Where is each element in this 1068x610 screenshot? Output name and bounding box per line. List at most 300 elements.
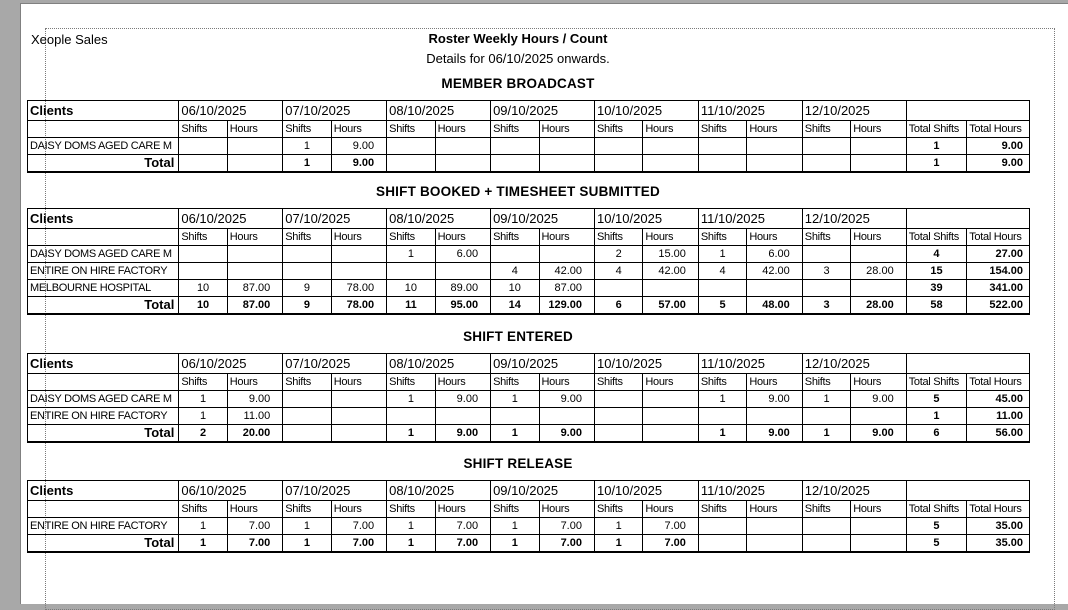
- shifts-cell: [491, 408, 539, 425]
- shifts-header: Shifts: [179, 229, 227, 246]
- total-hours-cell: 57.00: [643, 297, 698, 315]
- total-shifts-cell: 10: [179, 297, 227, 315]
- date-header: 07/10/2025: [283, 101, 331, 121]
- shifts-cell: 1: [802, 391, 850, 408]
- total-hours-cell: 7.00: [331, 535, 386, 553]
- client-name: ENTIRE ON HIRE FACTORY: [28, 263, 179, 280]
- hours-cell: [643, 138, 698, 155]
- section-title: MEMBER BROADCAST: [441, 76, 595, 91]
- shifts-header: Shifts: [387, 501, 435, 518]
- total-hours-cell: 9.00: [331, 155, 386, 173]
- row-total-hours: 35.00: [967, 518, 1030, 535]
- total-label: Total: [28, 425, 179, 443]
- client-name: ENTIRE ON HIRE FACTORY: [28, 518, 179, 535]
- shifts-header: Shifts: [802, 121, 850, 138]
- shifts-header: Shifts: [387, 229, 435, 246]
- hours-header: Hours: [435, 501, 490, 518]
- total-row: [28, 297, 1030, 315]
- shifts-cell: [283, 263, 331, 280]
- total-hours-cell: 9.00: [747, 425, 802, 443]
- date-header: 10/10/2025: [594, 354, 642, 374]
- date-header: 12/10/2025: [802, 101, 850, 121]
- hours-cell: [435, 138, 490, 155]
- totals-header-blank: [906, 209, 967, 229]
- hours-cell: 7.00: [643, 518, 698, 535]
- total-shifts-cell: 11: [387, 297, 435, 315]
- shifts-cell: [802, 246, 850, 263]
- total-hours-cell: 48.00: [747, 297, 802, 315]
- shifts-cell: 1: [179, 391, 227, 408]
- hours-cell: 89.00: [435, 280, 490, 297]
- shifts-header: Shifts: [491, 229, 539, 246]
- report-title: Roster Weekly Hours / Count: [428, 31, 608, 46]
- hours-cell: [227, 246, 282, 263]
- hours-header: Hours: [851, 374, 906, 391]
- section-title: SHIFT RELEASE: [463, 456, 573, 471]
- totals-header-blank: [906, 101, 967, 121]
- hours-header: Hours: [851, 121, 906, 138]
- hours-header: Hours: [747, 374, 802, 391]
- date-header: 06/10/2025: [179, 101, 227, 121]
- header-row-units: [28, 121, 1030, 138]
- header-row-dates: [28, 101, 1030, 121]
- total-shifts-cell: 2: [179, 425, 227, 443]
- total-row: [28, 425, 1030, 443]
- total-shifts-header: Total Shifts: [906, 374, 967, 391]
- total-shifts-cell: 1: [491, 425, 539, 443]
- total-hours-cell: [851, 155, 906, 173]
- shifts-header: Shifts: [802, 374, 850, 391]
- hours-cell: [539, 246, 594, 263]
- hours-cell: 42.00: [539, 263, 594, 280]
- total-hours-cell: [643, 155, 698, 173]
- hours-cell: [851, 138, 906, 155]
- hours-cell: [747, 280, 802, 297]
- total-hours-cell: 129.00: [539, 297, 594, 315]
- hours-header: Hours: [643, 121, 698, 138]
- shifts-cell: [179, 246, 227, 263]
- shifts-cell: 1: [387, 518, 435, 535]
- hours-header: Hours: [331, 374, 386, 391]
- shifts-header: Shifts: [698, 501, 746, 518]
- total-hours-cell: [747, 155, 802, 173]
- total-shifts-cell: 6: [594, 297, 642, 315]
- hours-header: Hours: [227, 374, 282, 391]
- shifts-header: Shifts: [283, 374, 331, 391]
- header-row-dates: [28, 354, 1030, 374]
- date-header: 08/10/2025: [387, 481, 435, 501]
- shifts-cell: [594, 408, 642, 425]
- total-hours-cell: [435, 155, 490, 173]
- date-header: 09/10/2025: [491, 101, 539, 121]
- blank-cell: [28, 501, 179, 518]
- grand-total-hours: 9.00: [967, 155, 1030, 173]
- totals-header-blank: [906, 354, 967, 374]
- hours-cell: 9.00: [227, 391, 282, 408]
- shifts-header: Shifts: [594, 374, 642, 391]
- shifts-header: Shifts: [491, 374, 539, 391]
- hours-header: Hours: [539, 229, 594, 246]
- shifts-cell: 10: [491, 280, 539, 297]
- table-row: [28, 246, 1030, 263]
- total-hours-header: Total Hours: [967, 374, 1030, 391]
- shifts-cell: 1: [698, 246, 746, 263]
- total-shifts-cell: 1: [698, 425, 746, 443]
- client-name: DAISY DOMS AGED CARE M: [28, 138, 179, 155]
- header-row-dates: [28, 481, 1030, 501]
- hours-header: Hours: [227, 501, 282, 518]
- total-hours-header: Total Hours: [967, 121, 1030, 138]
- shifts-cell: [387, 138, 435, 155]
- hours-header: Hours: [331, 121, 386, 138]
- hours-cell: [227, 138, 282, 155]
- shifts-cell: [283, 408, 331, 425]
- hours-cell: 87.00: [539, 280, 594, 297]
- shifts-cell: [698, 280, 746, 297]
- shifts-cell: [698, 518, 746, 535]
- shifts-header: Shifts: [698, 374, 746, 391]
- shifts-cell: [594, 138, 642, 155]
- table-row: [28, 263, 1030, 280]
- shifts-cell: [594, 391, 642, 408]
- row-total-hours: 9.00: [967, 138, 1030, 155]
- date-header: 08/10/2025: [387, 101, 435, 121]
- hours-cell: [435, 263, 490, 280]
- blank-cell: [28, 229, 179, 246]
- shifts-cell: 1: [698, 391, 746, 408]
- row-total-hours: 45.00: [967, 391, 1030, 408]
- date-header: 12/10/2025: [802, 354, 850, 374]
- hours-header: Hours: [435, 121, 490, 138]
- total-hours-cell: [643, 425, 698, 443]
- hours-cell: 9.00: [331, 138, 386, 155]
- hours-cell: [539, 138, 594, 155]
- total-hours-header: Total Hours: [967, 501, 1030, 518]
- hours-header: Hours: [227, 229, 282, 246]
- shifts-cell: 9: [283, 280, 331, 297]
- hours-cell: 6.00: [747, 246, 802, 263]
- hours-cell: [851, 518, 906, 535]
- hours-header: Hours: [539, 121, 594, 138]
- total-shifts-cell: [283, 425, 331, 443]
- total-hours-cell: [851, 535, 906, 553]
- date-header: 09/10/2025: [491, 354, 539, 374]
- shifts-cell: 1: [594, 518, 642, 535]
- date-header: 07/10/2025: [283, 481, 331, 501]
- shifts-cell: [594, 280, 642, 297]
- grand-total-hours: 56.00: [967, 425, 1030, 443]
- row-total-hours: 154.00: [967, 263, 1030, 280]
- total-shifts-cell: [698, 535, 746, 553]
- total-shifts-cell: 1: [491, 535, 539, 553]
- date-header: 10/10/2025: [594, 101, 642, 121]
- hours-cell: [643, 408, 698, 425]
- shifts-cell: [802, 518, 850, 535]
- shifts-cell: 1: [387, 246, 435, 263]
- table-row: [28, 280, 1030, 297]
- shifts-cell: 1: [491, 518, 539, 535]
- total-shifts-cell: 1: [594, 535, 642, 553]
- total-hours-cell: 9.00: [539, 425, 594, 443]
- roster-table: [27, 480, 1030, 553]
- header-row-dates: [28, 209, 1030, 229]
- hours-header: Hours: [747, 229, 802, 246]
- client-name: DAISY DOMS AGED CARE M: [28, 246, 179, 263]
- shifts-cell: [698, 138, 746, 155]
- shifts-cell: [283, 391, 331, 408]
- row-total-shifts: 1: [906, 408, 967, 425]
- date-header: 09/10/2025: [491, 209, 539, 229]
- hours-cell: 9.00: [747, 391, 802, 408]
- total-shifts-cell: 1: [802, 425, 850, 443]
- total-hours-cell: 20.00: [227, 425, 282, 443]
- hours-header: Hours: [539, 501, 594, 518]
- total-shifts-header: Total Shifts: [906, 121, 967, 138]
- shifts-header: Shifts: [387, 374, 435, 391]
- total-hours-cell: 9.00: [435, 425, 490, 443]
- total-hours-cell: 87.00: [227, 297, 282, 315]
- total-hours-cell: [331, 425, 386, 443]
- shifts-cell: 10: [179, 280, 227, 297]
- report-subtitle: Details for 06/10/2025 onwards.: [426, 51, 610, 66]
- shifts-cell: 10: [387, 280, 435, 297]
- row-total-shifts: 1: [906, 138, 967, 155]
- date-header: 07/10/2025: [283, 354, 331, 374]
- total-hours-cell: 7.00: [227, 535, 282, 553]
- hours-header: Hours: [643, 501, 698, 518]
- hours-header: Hours: [539, 374, 594, 391]
- hours-cell: 9.00: [851, 391, 906, 408]
- shifts-cell: [283, 246, 331, 263]
- shifts-header: Shifts: [179, 374, 227, 391]
- shifts-cell: 4: [491, 263, 539, 280]
- total-shifts-cell: 14: [491, 297, 539, 315]
- shifts-header: Shifts: [283, 121, 331, 138]
- shifts-header: Shifts: [594, 501, 642, 518]
- date-header: 12/10/2025: [802, 481, 850, 501]
- hours-header: Hours: [747, 501, 802, 518]
- totals-header-blank: [967, 209, 1030, 229]
- shifts-cell: [802, 408, 850, 425]
- hours-cell: [851, 246, 906, 263]
- shifts-cell: [179, 263, 227, 280]
- hours-header: Hours: [643, 229, 698, 246]
- hours-cell: 7.00: [539, 518, 594, 535]
- date-header: 08/10/2025: [387, 209, 435, 229]
- total-shifts-cell: [387, 155, 435, 173]
- date-header: 08/10/2025: [387, 354, 435, 374]
- totals-header-blank: [906, 481, 967, 501]
- hours-cell: 15.00: [643, 246, 698, 263]
- shifts-cell: 3: [802, 263, 850, 280]
- hours-header: Hours: [435, 229, 490, 246]
- shifts-header: Shifts: [802, 501, 850, 518]
- hours-cell: [747, 518, 802, 535]
- shifts-cell: 2: [594, 246, 642, 263]
- total-hours-cell: 7.00: [435, 535, 490, 553]
- client-name: MELBOURNE HOSPITAL: [28, 280, 179, 297]
- row-total-shifts: 5: [906, 518, 967, 535]
- hours-cell: [539, 408, 594, 425]
- hours-cell: 78.00: [331, 280, 386, 297]
- total-label: Total: [28, 155, 179, 173]
- shifts-cell: [491, 246, 539, 263]
- row-total-hours: 11.00: [967, 408, 1030, 425]
- date-header: 11/10/2025: [698, 354, 746, 374]
- clients-header: Clients: [28, 481, 179, 501]
- date-header: 07/10/2025: [283, 209, 331, 229]
- total-hours-cell: [227, 155, 282, 173]
- date-header: 06/10/2025: [179, 354, 227, 374]
- table-row: [28, 518, 1030, 535]
- shifts-header: Shifts: [283, 229, 331, 246]
- clients-header: Clients: [28, 354, 179, 374]
- company-name: Xeople Sales: [31, 32, 108, 47]
- blank-cell: [28, 374, 179, 391]
- hours-cell: [227, 263, 282, 280]
- hours-cell: [331, 246, 386, 263]
- hours-header: Hours: [227, 121, 282, 138]
- hours-cell: 6.00: [435, 246, 490, 263]
- header-row-units: [28, 229, 1030, 246]
- total-shifts-header: Total Shifts: [906, 229, 967, 246]
- hours-cell: [435, 408, 490, 425]
- total-hours-cell: 9.00: [851, 425, 906, 443]
- hours-header: Hours: [851, 501, 906, 518]
- shifts-header: Shifts: [698, 121, 746, 138]
- hours-cell: [643, 280, 698, 297]
- date-header: 11/10/2025: [698, 481, 746, 501]
- hours-cell: 11.00: [227, 408, 282, 425]
- shifts-header: Shifts: [491, 501, 539, 518]
- hours-cell: [851, 280, 906, 297]
- hours-cell: 87.00: [227, 280, 282, 297]
- total-shifts-cell: 1: [387, 425, 435, 443]
- total-label: Total: [28, 535, 179, 553]
- total-shifts-cell: [491, 155, 539, 173]
- row-total-hours: 341.00: [967, 280, 1030, 297]
- hours-cell: 7.00: [331, 518, 386, 535]
- hours-cell: 28.00: [851, 263, 906, 280]
- date-header: 06/10/2025: [179, 481, 227, 501]
- row-total-shifts: 15: [906, 263, 967, 280]
- total-shifts-cell: [698, 155, 746, 173]
- hours-cell: [851, 408, 906, 425]
- shifts-header: Shifts: [594, 229, 642, 246]
- hours-cell: [331, 408, 386, 425]
- total-shifts-cell: [179, 155, 227, 173]
- total-shifts-cell: 5: [698, 297, 746, 315]
- shifts-header: Shifts: [179, 121, 227, 138]
- shifts-cell: [802, 280, 850, 297]
- shifts-cell: 1: [179, 518, 227, 535]
- row-total-shifts: 4: [906, 246, 967, 263]
- hours-cell: 9.00: [539, 391, 594, 408]
- hours-cell: [331, 391, 386, 408]
- total-shifts-cell: 9: [283, 297, 331, 315]
- total-label: Total: [28, 297, 179, 315]
- hours-cell: [643, 391, 698, 408]
- total-hours-cell: 7.00: [539, 535, 594, 553]
- total-row: [28, 535, 1030, 553]
- total-shifts-cell: 1: [179, 535, 227, 553]
- date-header: 11/10/2025: [698, 101, 746, 121]
- shifts-cell: 1: [179, 408, 227, 425]
- shifts-cell: 4: [594, 263, 642, 280]
- table-row: [28, 138, 1030, 155]
- shifts-header: Shifts: [283, 501, 331, 518]
- total-shifts-cell: 1: [283, 155, 331, 173]
- hours-header: Hours: [643, 374, 698, 391]
- section-title: SHIFT BOOKED + TIMESHEET SUBMITTED: [376, 184, 660, 199]
- hours-header: Hours: [435, 374, 490, 391]
- row-total-hours: 27.00: [967, 246, 1030, 263]
- total-shifts-cell: 1: [283, 535, 331, 553]
- grand-total-hours: 522.00: [967, 297, 1030, 315]
- total-hours-cell: 78.00: [331, 297, 386, 315]
- hours-cell: 42.00: [643, 263, 698, 280]
- clients-header: Clients: [28, 209, 179, 229]
- total-hours-cell: 7.00: [643, 535, 698, 553]
- shifts-header: Shifts: [594, 121, 642, 138]
- total-hours-cell: 28.00: [851, 297, 906, 315]
- hours-header: Hours: [747, 121, 802, 138]
- date-header: 11/10/2025: [698, 209, 746, 229]
- grand-total-hours: 35.00: [967, 535, 1030, 553]
- shifts-header: Shifts: [802, 229, 850, 246]
- total-shifts-cell: 1: [387, 535, 435, 553]
- total-row: [28, 155, 1030, 173]
- header-row-units: [28, 501, 1030, 518]
- date-header: 10/10/2025: [594, 209, 642, 229]
- date-header: 09/10/2025: [491, 481, 539, 501]
- hours-cell: 42.00: [747, 263, 802, 280]
- roster-table: [27, 353, 1030, 443]
- shifts-cell: [698, 408, 746, 425]
- shifts-cell: 1: [283, 518, 331, 535]
- roster-table: [27, 100, 1030, 173]
- client-name: DAISY DOMS AGED CARE M: [28, 391, 179, 408]
- grand-total-shifts: 1: [906, 155, 967, 173]
- date-header: 12/10/2025: [802, 209, 850, 229]
- hours-cell: [747, 408, 802, 425]
- shifts-cell: [387, 263, 435, 280]
- total-shifts-header: Total Shifts: [906, 501, 967, 518]
- shifts-header: Shifts: [698, 229, 746, 246]
- section-title: SHIFT ENTERED: [463, 329, 573, 344]
- blank-cell: [28, 121, 179, 138]
- hours-cell: [747, 138, 802, 155]
- hours-cell: 7.00: [435, 518, 490, 535]
- shifts-header: Shifts: [387, 121, 435, 138]
- header-row-units: [28, 374, 1030, 391]
- grand-total-shifts: 5: [906, 535, 967, 553]
- hours-cell: 7.00: [227, 518, 282, 535]
- totals-header-blank: [967, 354, 1030, 374]
- date-header: 06/10/2025: [179, 209, 227, 229]
- table-row: [28, 408, 1030, 425]
- shifts-cell: 1: [283, 138, 331, 155]
- hours-header: Hours: [331, 501, 386, 518]
- shifts-cell: [802, 138, 850, 155]
- grand-total-shifts: 58: [906, 297, 967, 315]
- shifts-cell: [491, 138, 539, 155]
- total-shifts-cell: [802, 155, 850, 173]
- table-row: [28, 391, 1030, 408]
- client-name: ENTIRE ON HIRE FACTORY: [28, 408, 179, 425]
- shifts-cell: [179, 138, 227, 155]
- total-hours-cell: [539, 155, 594, 173]
